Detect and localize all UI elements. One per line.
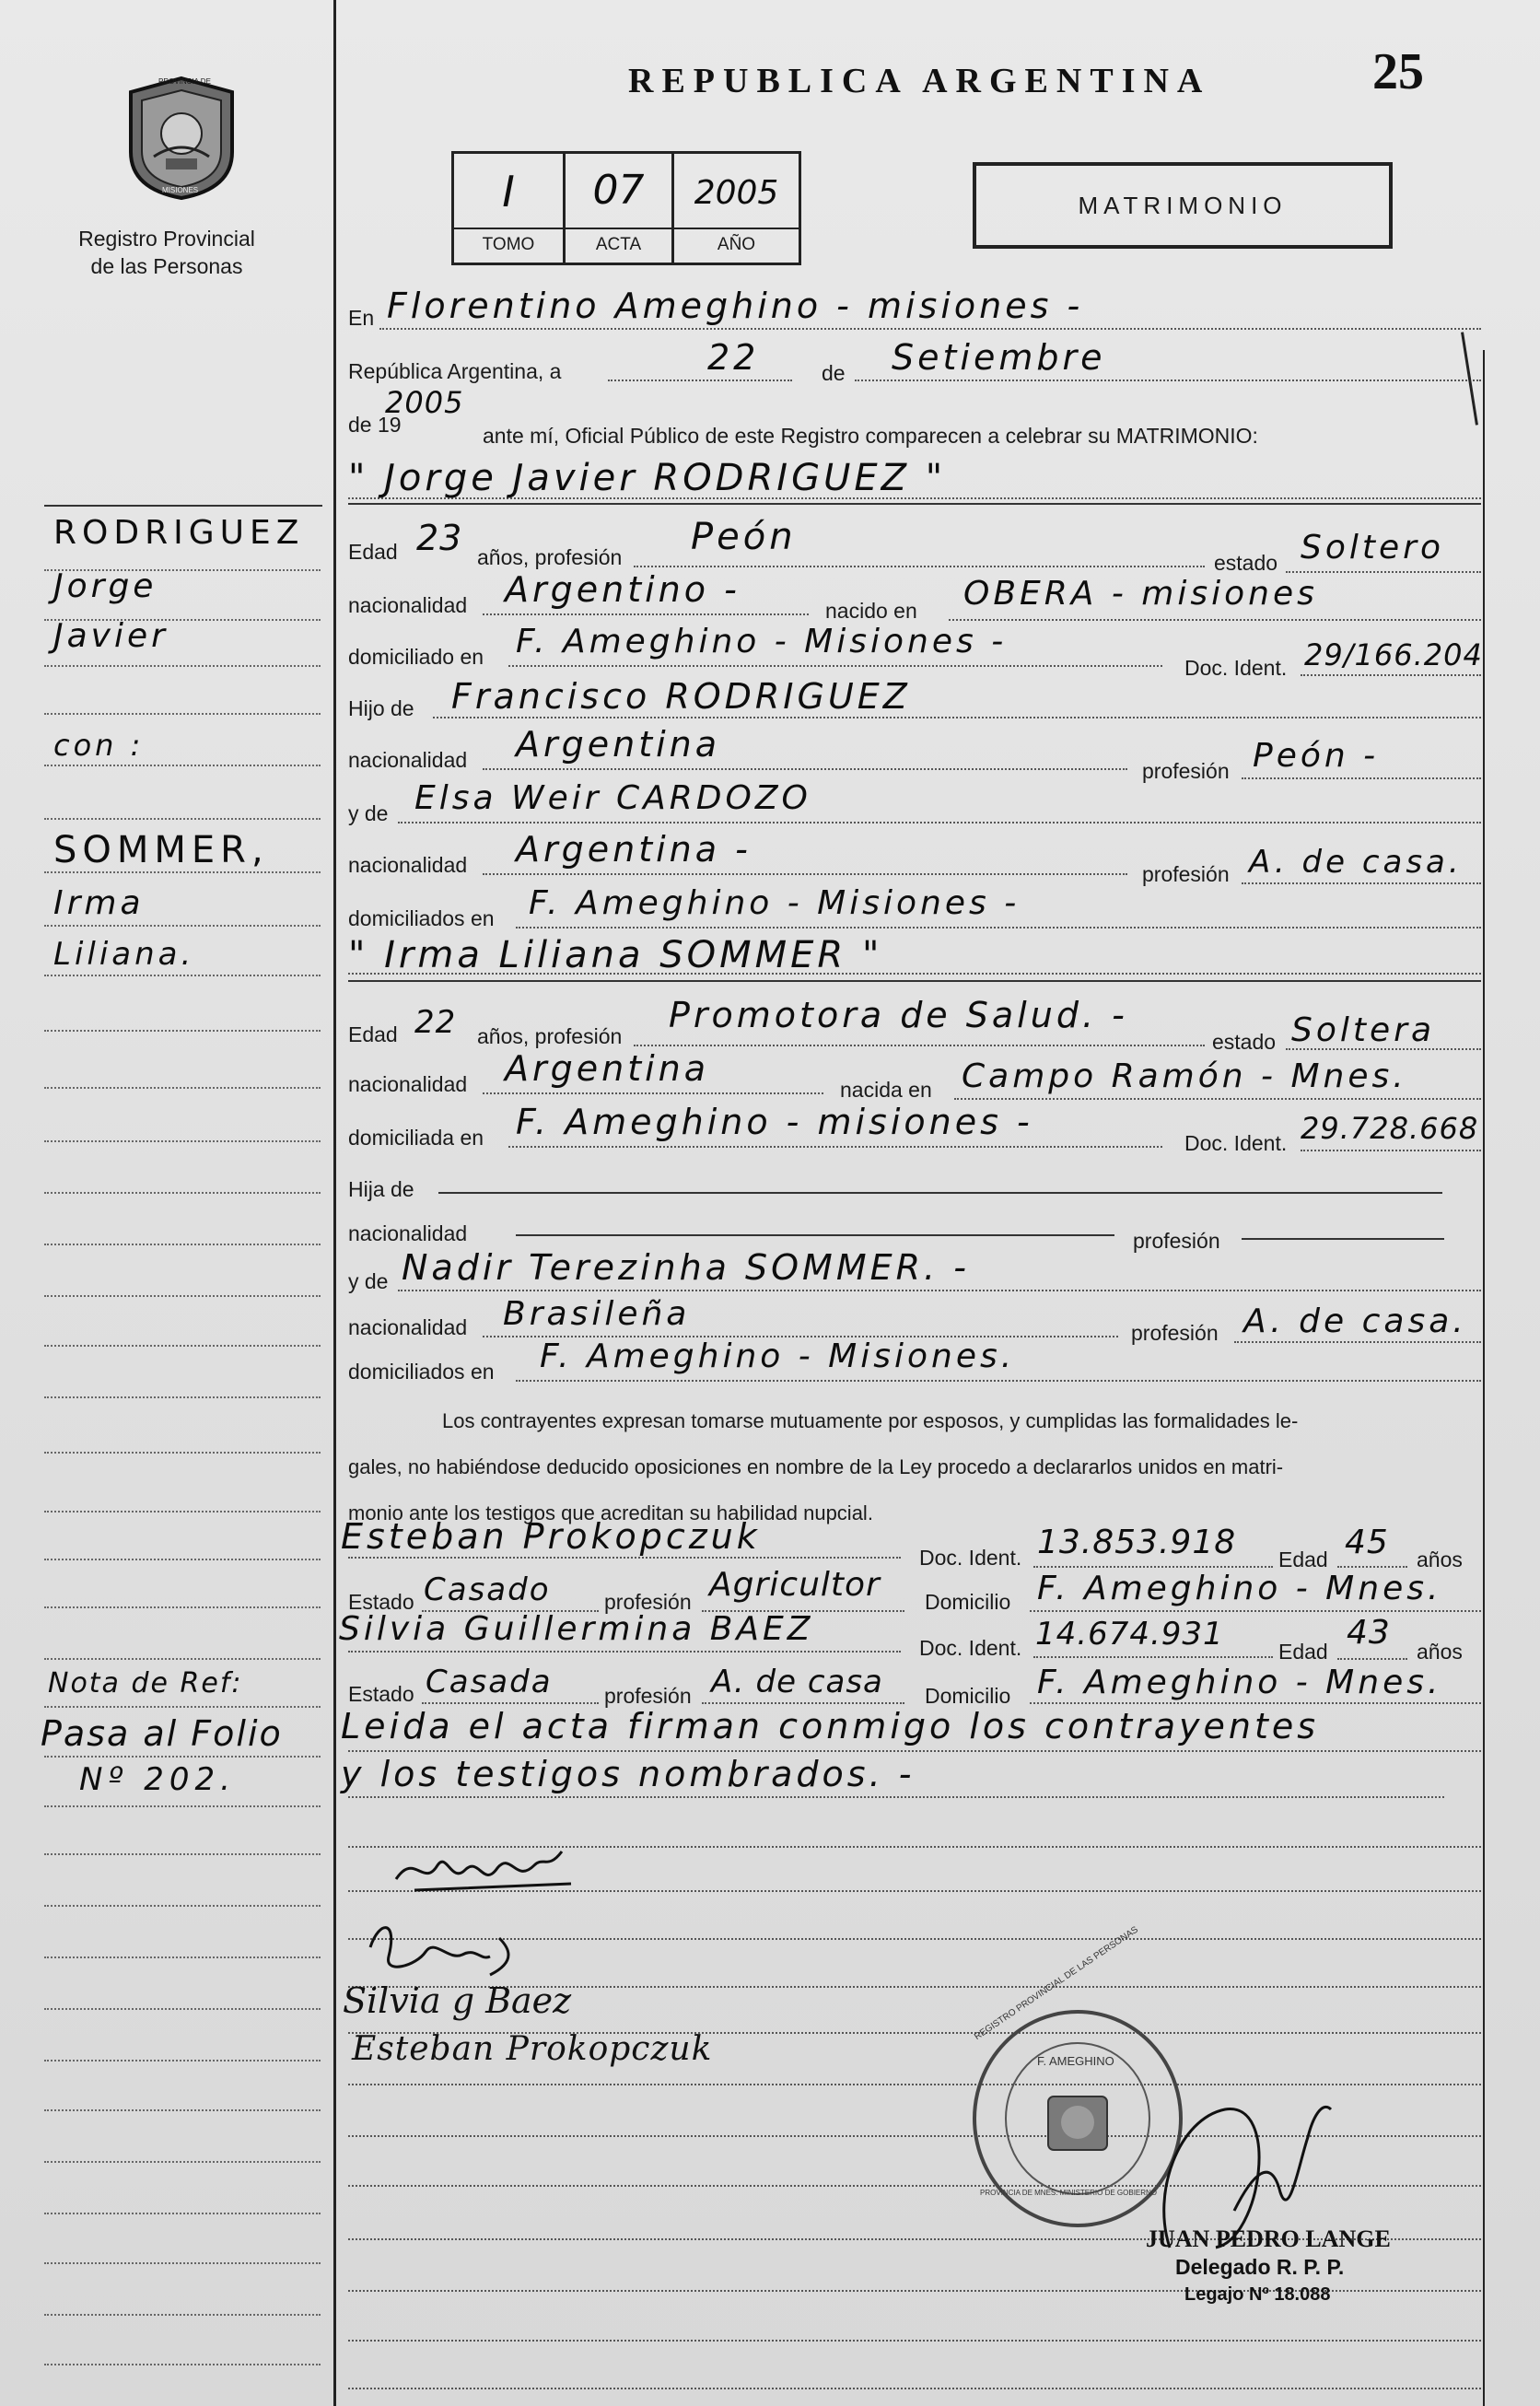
bride-nationality: Argentina <box>505 1048 710 1089</box>
groom-edad-label: Edad <box>348 540 398 564</box>
bride-birthplace: Campo Ramón - Mnes. <box>962 1057 1407 1095</box>
groom-doc: 29/166.204 <box>1304 637 1483 672</box>
witness2-doc-label: Doc. Ident. <box>919 1636 1022 1660</box>
bride-estado-label: estado <box>1212 1030 1277 1054</box>
witness1-domicile: F. Ameghino - Mnes. <box>1037 1570 1442 1607</box>
margin-bride-first: Irma <box>53 884 145 922</box>
bride-parents-dom-label: domiciliados en <box>348 1360 495 1384</box>
bride-mother-nat-label: nacionalidad <box>348 1315 468 1339</box>
tomo-label: TOMO <box>482 235 535 254</box>
declaration-line3: monio ante los testigos que acreditan su habilidad nupcial. <box>348 1501 873 1524</box>
groom-estado: Soltero <box>1301 529 1444 566</box>
groom-signature <box>387 1833 589 1907</box>
groom-mother-prof: A. de casa. <box>1249 844 1463 881</box>
groom-birthplace: OBERA - misiones <box>963 575 1318 613</box>
witness1-domicilio-label: Domicilio <box>925 1590 1011 1614</box>
bride-doc: 29.728.668 <box>1301 1111 1479 1146</box>
groom-hijo-label: Hijo de <box>348 696 414 720</box>
witness1-profession: Agricultor <box>709 1566 881 1604</box>
seal-top-text: F. AMEGHINO <box>1037 2054 1114 2068</box>
witness1-anos-label: años <box>1417 1548 1463 1571</box>
margin-groom-first: Jorge <box>53 567 158 605</box>
month-de-label: de <box>822 361 846 385</box>
witness2-signature: Silvia g Baez <box>343 1980 572 2021</box>
country-title: REPUBLICA ARGENTINA <box>628 62 1211 100</box>
margin-note-line2: Pasa al Folio <box>41 1713 283 1754</box>
bride-profesion-label: años, profesión <box>477 1024 623 1048</box>
bride-domicilio-label: domiciliada en <box>348 1126 484 1150</box>
declaration-line2: gales, no habiéndose deducido oposiciones en nombre de la Ley procedo a declararlos unidos en matri- <box>348 1455 1284 1478</box>
margin-check-mark <box>1461 332 1478 425</box>
bride-yde-label: y de <box>348 1269 389 1293</box>
page-number: 25 <box>1372 43 1424 100</box>
witness1-doc: 13.853.918 <box>1037 1524 1237 1561</box>
witness2-doc: 14.674.931 <box>1035 1616 1224 1653</box>
province-emblem <box>122 74 241 203</box>
declaration-line1: Los contrayentes expresan tomarse mutuamente por esposos, y cumplidas las formalidades le- <box>442 1409 1299 1432</box>
groom-age: 23 <box>416 518 463 558</box>
bride-signature <box>361 1910 545 1984</box>
bride-name: " Irma Liliana SOMMER " <box>348 934 883 976</box>
witness2-name: Silvia Guillermina BAEZ <box>339 1610 814 1648</box>
witness2-anos-label: años <box>1417 1640 1463 1664</box>
groom-name: " Jorge Javier RODRIGUEZ " <box>348 457 947 499</box>
month-value: Setiembre <box>892 337 1106 378</box>
groom-father-prof-label: profesión <box>1142 759 1230 783</box>
place-value: Florentino Ameghino - misiones - <box>387 286 1084 326</box>
record-type-label: MATRIMONIO <box>1078 192 1288 219</box>
witness2-profesion-label: profesión <box>604 1684 692 1708</box>
official-title: Delegado R. P. P. <box>1175 2255 1345 2279</box>
bride-domicile: F. Ameghino - misiones - <box>516 1102 1033 1142</box>
groom-estado-label: estado <box>1214 551 1278 575</box>
witness2-profession: A. de casa <box>711 1664 883 1700</box>
ano-label: AÑO <box>717 235 756 254</box>
bride-nacida-label: nacida en <box>840 1078 932 1102</box>
left-margin-rule <box>333 0 336 2406</box>
witness2-estado: Casada <box>426 1664 553 1700</box>
groom-nationality: Argentino - <box>505 569 741 610</box>
seal-ring-text: REGISTRO PROVINCIAL DE LAS PERSONAS <box>973 1924 1140 2043</box>
bride-mother: Nadir Terezinha SOMMER. - <box>402 1247 970 1288</box>
bride-nacionalidad-label: nacionalidad <box>348 1072 468 1096</box>
groom-domicile: F. Ameghino - Misiones - <box>516 623 1008 660</box>
witness2-domicile: F. Ameghino - Mnes. <box>1037 1664 1442 1701</box>
groom-nacionalidad-label: nacionalidad <box>348 593 468 617</box>
bride-age: 22 <box>414 1004 457 1041</box>
ante-mi-text: ante mí, Oficial Público de este Registro comparecen a celebrar su MATRIMONIO: <box>483 424 1258 448</box>
de19-label: de 19 <box>348 413 402 437</box>
groom-parents-dom: F. Ameghino - Misiones - <box>529 884 1021 922</box>
bride-father-nat-label: nacionalidad <box>348 1221 468 1245</box>
bride-estado: Soltera <box>1291 1011 1436 1049</box>
bride-doc-label: Doc. Ident. <box>1184 1131 1288 1155</box>
witness2-edad-label: Edad <box>1278 1640 1328 1664</box>
groom-father-nat-label: nacionalidad <box>348 748 468 772</box>
groom-yde-label: y de <box>348 801 389 825</box>
margin-con: con : <box>53 728 145 763</box>
closing-line1: Leida el acta firman conmigo los contrayentes <box>341 1706 1320 1746</box>
witness2-age: 43 <box>1347 1614 1391 1652</box>
official-legajo: Legajo Nº 18.088 <box>1184 2284 1331 2305</box>
bride-mother-prof: A. de casa. <box>1243 1302 1467 1340</box>
seal-bottom-text: PROVINCIA DE MNES. MINISTERIO DE GOBIERNO <box>980 2189 1158 2197</box>
margin-note-line1: Nota de Ref: <box>48 1667 243 1699</box>
groom-father-nat: Argentina <box>516 724 721 765</box>
emblem-text-bottom: MISIONES <box>162 186 199 194</box>
province-emblem-icon <box>122 74 241 203</box>
groom-father-prof: Peón - <box>1253 737 1380 775</box>
year-value: 2005 <box>385 385 464 420</box>
groom-mother-nat: Argentina - <box>516 829 752 870</box>
witness2-estado-label: Estado <box>348 1682 414 1706</box>
en-label: En <box>348 306 375 330</box>
witness1-doc-label: Doc. Ident. <box>919 1546 1022 1570</box>
witness1-age: 45 <box>1345 1524 1389 1561</box>
tomo-value: I <box>502 167 515 216</box>
margin-bride-second: Liliana. <box>53 936 195 973</box>
acta-label: ACTA <box>595 235 642 254</box>
emblem-text-top: PROVINCIA DE <box>158 77 211 86</box>
groom-mother: Elsa Weir CARDOZO <box>414 779 811 817</box>
bride-edad-label: Edad <box>348 1022 398 1046</box>
groom-profession: Peón <box>691 516 797 558</box>
ano-value: 2005 <box>694 174 779 212</box>
groom-parents-dom-label: domiciliados en <box>348 906 495 930</box>
record-ref-table <box>451 151 801 265</box>
witness2-domicilio-label: Domicilio <box>925 1684 1011 1708</box>
bride-hija-label: Hija de <box>348 1177 414 1201</box>
right-margin-rule <box>1483 350 1485 2406</box>
witness1-estado: Casado <box>424 1571 551 1608</box>
registry-name-line2: de las Personas <box>90 254 243 278</box>
republica-label: República Argentina, a <box>348 359 562 383</box>
bride-profession: Promotora de Salud. - <box>669 995 1128 1035</box>
closing-line2: y los testigos nombrados. - <box>341 1754 916 1794</box>
witness1-edad-label: Edad <box>1278 1548 1328 1571</box>
registry-name-line1: Registro Provincial <box>78 227 255 251</box>
groom-father: Francisco RODRIGUEZ <box>451 676 911 717</box>
witness1-profesion-label: profesión <box>604 1590 692 1614</box>
groom-mother-nat-label: nacionalidad <box>348 853 468 877</box>
margin-groom-second: Javier <box>53 617 169 655</box>
witness1-name: Esteban Prokopczuk <box>341 1516 761 1557</box>
groom-doc-label: Doc. Ident. <box>1184 656 1288 680</box>
witness1-estado-label: Estado <box>348 1590 414 1614</box>
groom-mother-prof-label: profesión <box>1142 862 1230 886</box>
bride-mother-nat: Brasileña <box>503 1295 691 1333</box>
groom-domicilio-label: domiciliado en <box>348 645 484 669</box>
day-value: 22 <box>707 337 760 378</box>
groom-profesion-label: años, profesión <box>477 545 623 569</box>
bride-parents-dom: F. Ameghino - Misiones. <box>540 1337 1016 1375</box>
bride-mother-prof-label: profesión <box>1131 1321 1219 1345</box>
margin-note-line3: Nº 202. <box>79 1761 236 1798</box>
witness1-signature: Esteban Prokopczuk <box>352 2030 713 2068</box>
acta-value: 07 <box>592 167 645 214</box>
official-name: JUAN PEDRO LANGE <box>1146 2225 1391 2252</box>
record-type-box <box>973 162 1393 249</box>
margin-groom-surname: RODRIGUEZ <box>53 514 305 552</box>
groom-nacido-label: nacido en <box>825 599 917 623</box>
margin-rule <box>44 505 322 507</box>
margin-bride-surname: SOMMER, <box>53 829 269 871</box>
bride-father-prof-label: profesión <box>1133 1229 1220 1253</box>
